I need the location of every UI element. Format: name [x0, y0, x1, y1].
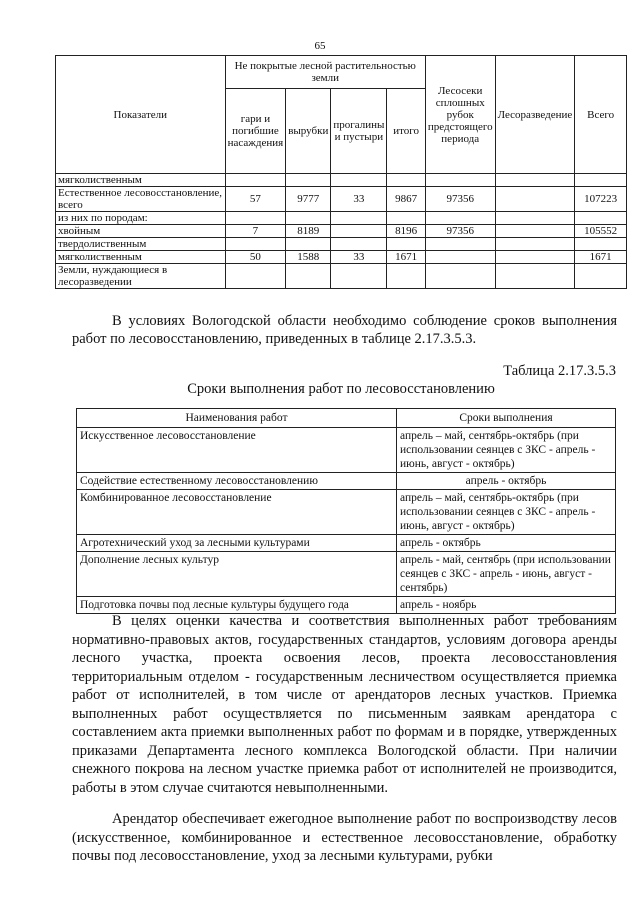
row-label: из них по породам: [56, 212, 226, 225]
table-row [77, 597, 616, 614]
header-total-sub: итого [387, 89, 426, 174]
work-name: Искусственное лесовосстановление [77, 428, 397, 473]
table-row [56, 225, 627, 238]
work-name: Содействие естественному лесовосстановлению [77, 473, 397, 490]
cell [425, 174, 495, 187]
cell: 107223 [575, 187, 627, 212]
cell [225, 238, 286, 251]
header-work: Наименования работ [77, 409, 397, 428]
reforestation-terms-table [76, 408, 616, 614]
table-row [56, 238, 627, 251]
table-row [77, 473, 616, 490]
cell [495, 212, 575, 225]
header-terms: Сроки выполнения [397, 409, 616, 428]
table-row [77, 552, 616, 597]
table-row [56, 187, 627, 212]
table-row [56, 212, 627, 225]
work-name: Агротехнический уход за лесными культурами [77, 535, 397, 552]
cell: 105552 [575, 225, 627, 238]
table-row [77, 428, 616, 473]
work-name: Комбинированное лесовосстановление [77, 490, 397, 535]
table-title: Сроки выполнения работ по лесовосстановлению [187, 381, 495, 397]
row-label: твердолиственным [56, 238, 226, 251]
cell [495, 187, 575, 212]
row-label: Естественное лесовосстановление, всего [56, 187, 226, 212]
cell: 1671 [387, 251, 426, 264]
work-terms: апрель - октябрь [397, 473, 616, 490]
paragraph-tenant: Арендатор обеспечивает ежегодное выполнение работ по воспроизводству лесов (искусственное, комбинированное и естественное лесовосстановление, обработку почвы под лесовосстановление, уход за лесными культурами, рубки [72, 811, 617, 864]
cell [575, 174, 627, 187]
header-indicators: Показатели [56, 56, 226, 174]
cell: 97356 [425, 187, 495, 212]
cell [425, 264, 495, 289]
paragraph-conditions: В условиях Вологодской области необходимо соблюдение сроков выполнения работ по лесовосстановлению, приведенных в таблице 2.17.3.5.3. [72, 313, 617, 347]
row-label: мягколиственным [56, 251, 226, 264]
cell [575, 264, 627, 289]
row-label: хвойным [56, 225, 226, 238]
work-terms: апрель – май, сентябрь-октябрь (при использовании сеянцев с ЗКС - апрель - июнь, август - октябрь) [397, 490, 616, 535]
cell [495, 264, 575, 289]
cell [331, 238, 387, 251]
cell: 8189 [286, 225, 331, 238]
paragraph-acceptance: В целях оценки качества и соответствия выполненных работ требованиям нормативно-правовых актов, государственных стандартов, условиям договора аренды лесного участка, проекта освоения лесов, проекта лесовосстановления территориальным отделом - государственным лесничеством осуществляется приемка работ от исполнителей, в том числе от арендаторов лесных участков. Приемка выполненных работ осуществляется по письменным заявкам арендатора с составлением акта приемки выполненных работ по формам и в порядке, утвержденных приказами Департамента лесного комплекса Вологодской области. При наличии снежного покрова на лесном участке приемка работ от исполнителей не производится, работы в этом случае считаются невыполненными. [72, 613, 617, 796]
cell [495, 225, 575, 238]
table-row [77, 490, 616, 535]
work-terms: апрель - ноябрь [397, 597, 616, 614]
work-name: Подготовка почвы под лесные культуры будущего года [77, 597, 397, 614]
page-number: 65 [314, 40, 326, 52]
cell [387, 174, 426, 187]
cell: 1671 [575, 251, 627, 264]
table-row [56, 264, 627, 289]
cell: 97356 [425, 225, 495, 238]
cell [286, 238, 331, 251]
cell [425, 238, 495, 251]
cell: 33 [331, 251, 387, 264]
cell: 33 [331, 187, 387, 212]
cell: 7 [225, 225, 286, 238]
table-caption: Таблица 2.17.3.5.3 [503, 363, 616, 379]
cell [495, 174, 575, 187]
header-clearings: вырубки [286, 89, 331, 174]
work-terms: апрель – май, сентябрь-октябрь (при использовании сеянцев с ЗКС - апрель - июнь, август - октябрь) [397, 428, 616, 473]
cell [495, 251, 575, 264]
cell: 8196 [387, 225, 426, 238]
table-row [77, 535, 616, 552]
cell [286, 174, 331, 187]
row-label: мягколиственным [56, 174, 226, 187]
table-row [56, 174, 627, 187]
cell [387, 238, 426, 251]
cell [495, 238, 575, 251]
cell [575, 212, 627, 225]
header-glades: прогалины и пустыри [331, 89, 387, 174]
header-not-covered: Не покрытые лесной растительностью земли [225, 56, 425, 89]
cell [286, 264, 331, 289]
cell [225, 212, 286, 225]
cell [331, 225, 387, 238]
cell [387, 212, 426, 225]
work-terms: апрель - май, сентябрь (при использовании сеянцев с ЗКС - апрель - июнь, август - сентябрь) [397, 552, 616, 597]
work-name: Дополнение лесных культур [77, 552, 397, 597]
cell [331, 174, 387, 187]
header-afforestation: Лесоразведение [495, 56, 575, 174]
cell: 9867 [387, 187, 426, 212]
cell [425, 212, 495, 225]
cell [225, 174, 286, 187]
header-cutting-areas: Лесосеки сплошных рубок предстоящего периода [425, 56, 495, 174]
header-total: Всего [575, 56, 627, 174]
cell [387, 264, 426, 289]
cell [331, 264, 387, 289]
cell: 57 [225, 187, 286, 212]
cell [286, 212, 331, 225]
header-burns: гари и погибшие насаждения [225, 89, 286, 174]
cell: 9777 [286, 187, 331, 212]
cell [425, 251, 495, 264]
row-label: Земли, нуждающиеся в лесоразведении [56, 264, 226, 289]
cell [575, 238, 627, 251]
table-row [56, 251, 627, 264]
land-category-table [55, 55, 627, 289]
work-terms: апрель - октябрь [397, 535, 616, 552]
cell [225, 264, 286, 289]
cell: 1588 [286, 251, 331, 264]
cell: 50 [225, 251, 286, 264]
cell [331, 212, 387, 225]
